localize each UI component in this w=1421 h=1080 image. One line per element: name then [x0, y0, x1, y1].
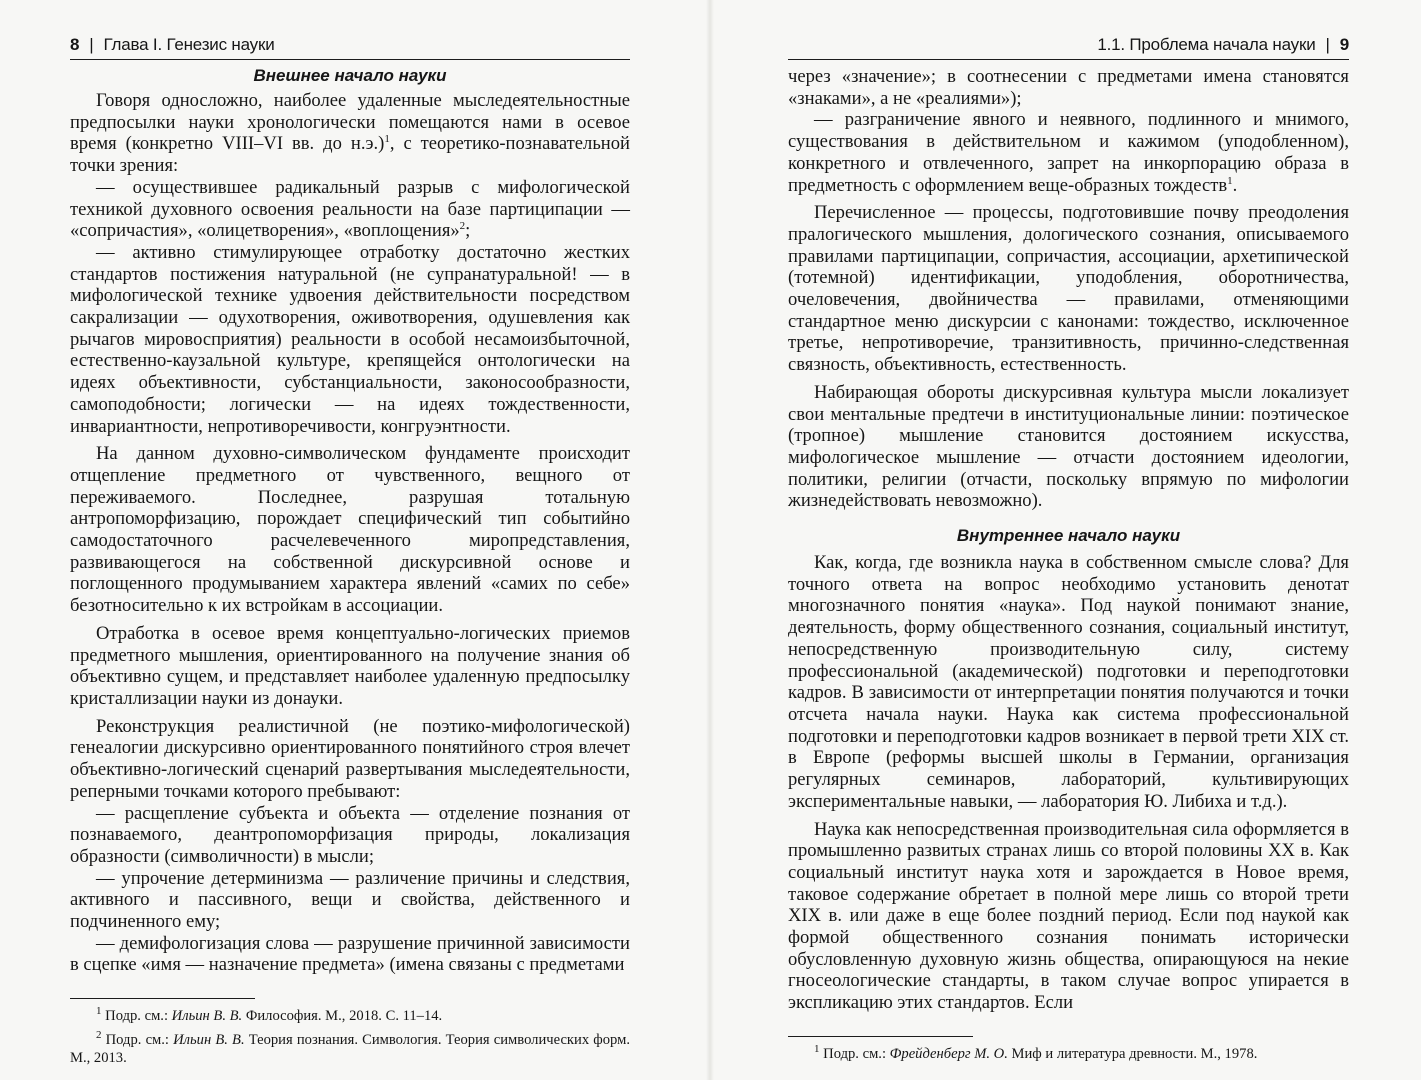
- footnote: $^1$ Подр. см.: Ильин В. В. Философия. М., 2018. С. 11–14.: [96, 1005, 443, 1025]
- paragraph: через «значение»; в соотнесении с предметами имена становятся «знаками», а не «реалиями»);: [788, 66, 1349, 109]
- paragraph: Говоря односложно, наиболее удаленные мыследеятельностные предпосылки науки хронологически помещаются нами в осевое время (конкретно VIII–VI вв. до н.э.)$^1$, с теоретико-познавательной точки зрения:: [70, 90, 630, 177]
- list-item: — разграничение явного и неявного, подлинного и мнимого, существования в действительном и кажимом (уподобленном), конкретного и отвлеченного, запрет на инкорпорацию образа в предметность с оформлением веще-образных тождеств$^1$.: [788, 109, 1349, 196]
- list-item: — расщепление субъекта и объекта — отделение познания от познаваемого, деантропоморфизация природы, локализация образности (символичности) в мысли;: [70, 802, 630, 867]
- paragraph: Реконструкция реалистичной (не поэтико-мифологической) генеалогии дискурсивно ориентированного понятийного строя влечет объективно-логический сценарий развертывания мыследеятельности, реперными точками которого пребывают:: [70, 715, 630, 802]
- left-running-head: [70, 34, 630, 60]
- section-heading-internal: Внутреннее начало науки: [956, 526, 1181, 546]
- right-header-separator: |: [1325, 35, 1330, 54]
- list-item: — демифологизация слова — разрушение причинной зависимости в сцепке «имя — назначение предмета» (имена связаны с предметами: [70, 932, 630, 976]
- list-item: — активно стимулирующее отработку достаточно жестких стандартов постижения натуральной (не супранатуральной! — в мифологической технике удвоения действительности посредством сакрализации — одухотворения, оживотворения, одушевления как рычагов мировосприятия) реальности в особой несамоизбыточной, естественно-каузальной культуре, крепящейся онтологически на идеях объективности, субстанциальности, законосообразности, самоподобности; логически — на идеях тождественности, инвариантности, непротиворечивости, конгруэнтности.: [70, 241, 630, 437]
- chapter-title: Глава I. Генезис науки: [103, 35, 275, 54]
- footnote: $^1$ Подр. см.: Фрейденберг М. О. Миф и литература древности. М., 1978.: [814, 1042, 1258, 1062]
- left-header-separator: |: [89, 35, 94, 54]
- left-page: [0, 0, 710, 1080]
- left-page-number: 8: [70, 35, 80, 54]
- footnote: $^2$ Подр. см.: Ильин В. В. Теория познания. Симвология. Теория символических форм. М., 2013.: [70, 1028, 630, 1067]
- paragraph: Отработка в осевое время концептуально-логических приемов предметного мышления, ориентированного на получение знания об объективно сущем, и представляет наиболее удаленную предпосылку кристаллизации науки из донауки.: [70, 622, 630, 709]
- paragraph: Наука как непосредственная производительная сила оформляется в промышленно развитых странах лишь со второй половины XX в. Как социальный институт наука хотя и зарождается в Новое время, таковое содержание обретает в полной мере лишь со второй трети XIX в. или даже в еще более поздний период. Если под наукой как формой общественного сознания понимать исторически обусловленную духовную жизнь общества, опирающуюся на некие гносеологические стандарты, в таком случае вопрос упирается в экспликацию этих стандартов. Если: [788, 818, 1349, 1014]
- section-running-title: 1.1. Проблема начала науки: [1097, 35, 1316, 54]
- right-page-number: 9: [1339, 35, 1349, 54]
- footnote-ref: 1: [384, 133, 390, 146]
- footnote-ref: 1: [1227, 174, 1233, 187]
- list-item: — упрочение детерминизма — различение причины и следствия, активного и пассивного, вещи и свойства, действенного и подчиненного ему;: [70, 867, 630, 933]
- right-running-head: [788, 34, 1349, 60]
- footnote-divider: [70, 998, 255, 999]
- paragraph: Набирающая обороты дискурсивная культура мысли локализует свои ментальные предтечи в институциональные линии: поэтическое (тропное) мышление становится достоянием искусства, мифологическое мышление — отчасти достоянием идеологии, политики, религии (отчасти, поскольку впрямую по мифологии жизнедействовать невозможно).: [788, 381, 1349, 512]
- paragraph: На данном духовно-символическом фундаменте происходит отщепление предметного от чувственного, вещного от переживаемого. Последнее, разрушая тотальную антропоморфизацию, порождает специфический тип событийно самодостаточного расчелевеченного миропредставления, развивающегося на собственной дискурсивной основе и поглощенного продумыванием характера явлений «самих по себе» безотносительно к их встройкам в ассоциации.: [70, 443, 630, 617]
- right-page: [710, 0, 1421, 1080]
- section-heading-external: Внешнее начало науки: [253, 66, 447, 85]
- list-item: — осуществившее радикальный разрыв с мифологической техникой духовного освоения реальности на базе партиципации — «сопричастия», «олицетворения», «воплощения»$^2$;: [70, 176, 630, 242]
- paragraph: Перечисленное — процессы, подготовившие почву преодоления пралогического мышления, дологического сознания, описываемого правилами партиципации, сопричастия, ассоциации, архетипической (тотемной) идентификации, уподобления, оборотничества, очеловечения, двойничества — правилами, отменяющими стандартное меню дискурсии с канонами: тождество, исключенное третье, непротиворечие, транзитивность, причинно-следственная связность, объективность, естественность.: [788, 202, 1349, 376]
- footnote-ref: 2: [459, 220, 466, 233]
- footnote-divider: [788, 1036, 973, 1037]
- paragraph: Как, когда, где возникла наука в собственном смысле слова? Для точного ответа на вопрос необходимо установить денотат многозначного понятия «наука». Под наукой понимают знание, деятельность, форму общественного сознания, социальный институт, непосредственную производительную силу, систему профессиональной (академической) подготовки и переподготовки кадров. В зависимости от интерпретации понятия получаются и точки отсчета начала науки. Наука как система профессиональной подготовки и переподготовки кадров возникает в первой трети XIX ст. в Европе (реформы высшей школы в Германии, организация регулярных семинаров, лабораторий, культивирующих экспериментальные навыки, — лаборатория Ю. Либиха и т.д.).: [788, 552, 1349, 812]
